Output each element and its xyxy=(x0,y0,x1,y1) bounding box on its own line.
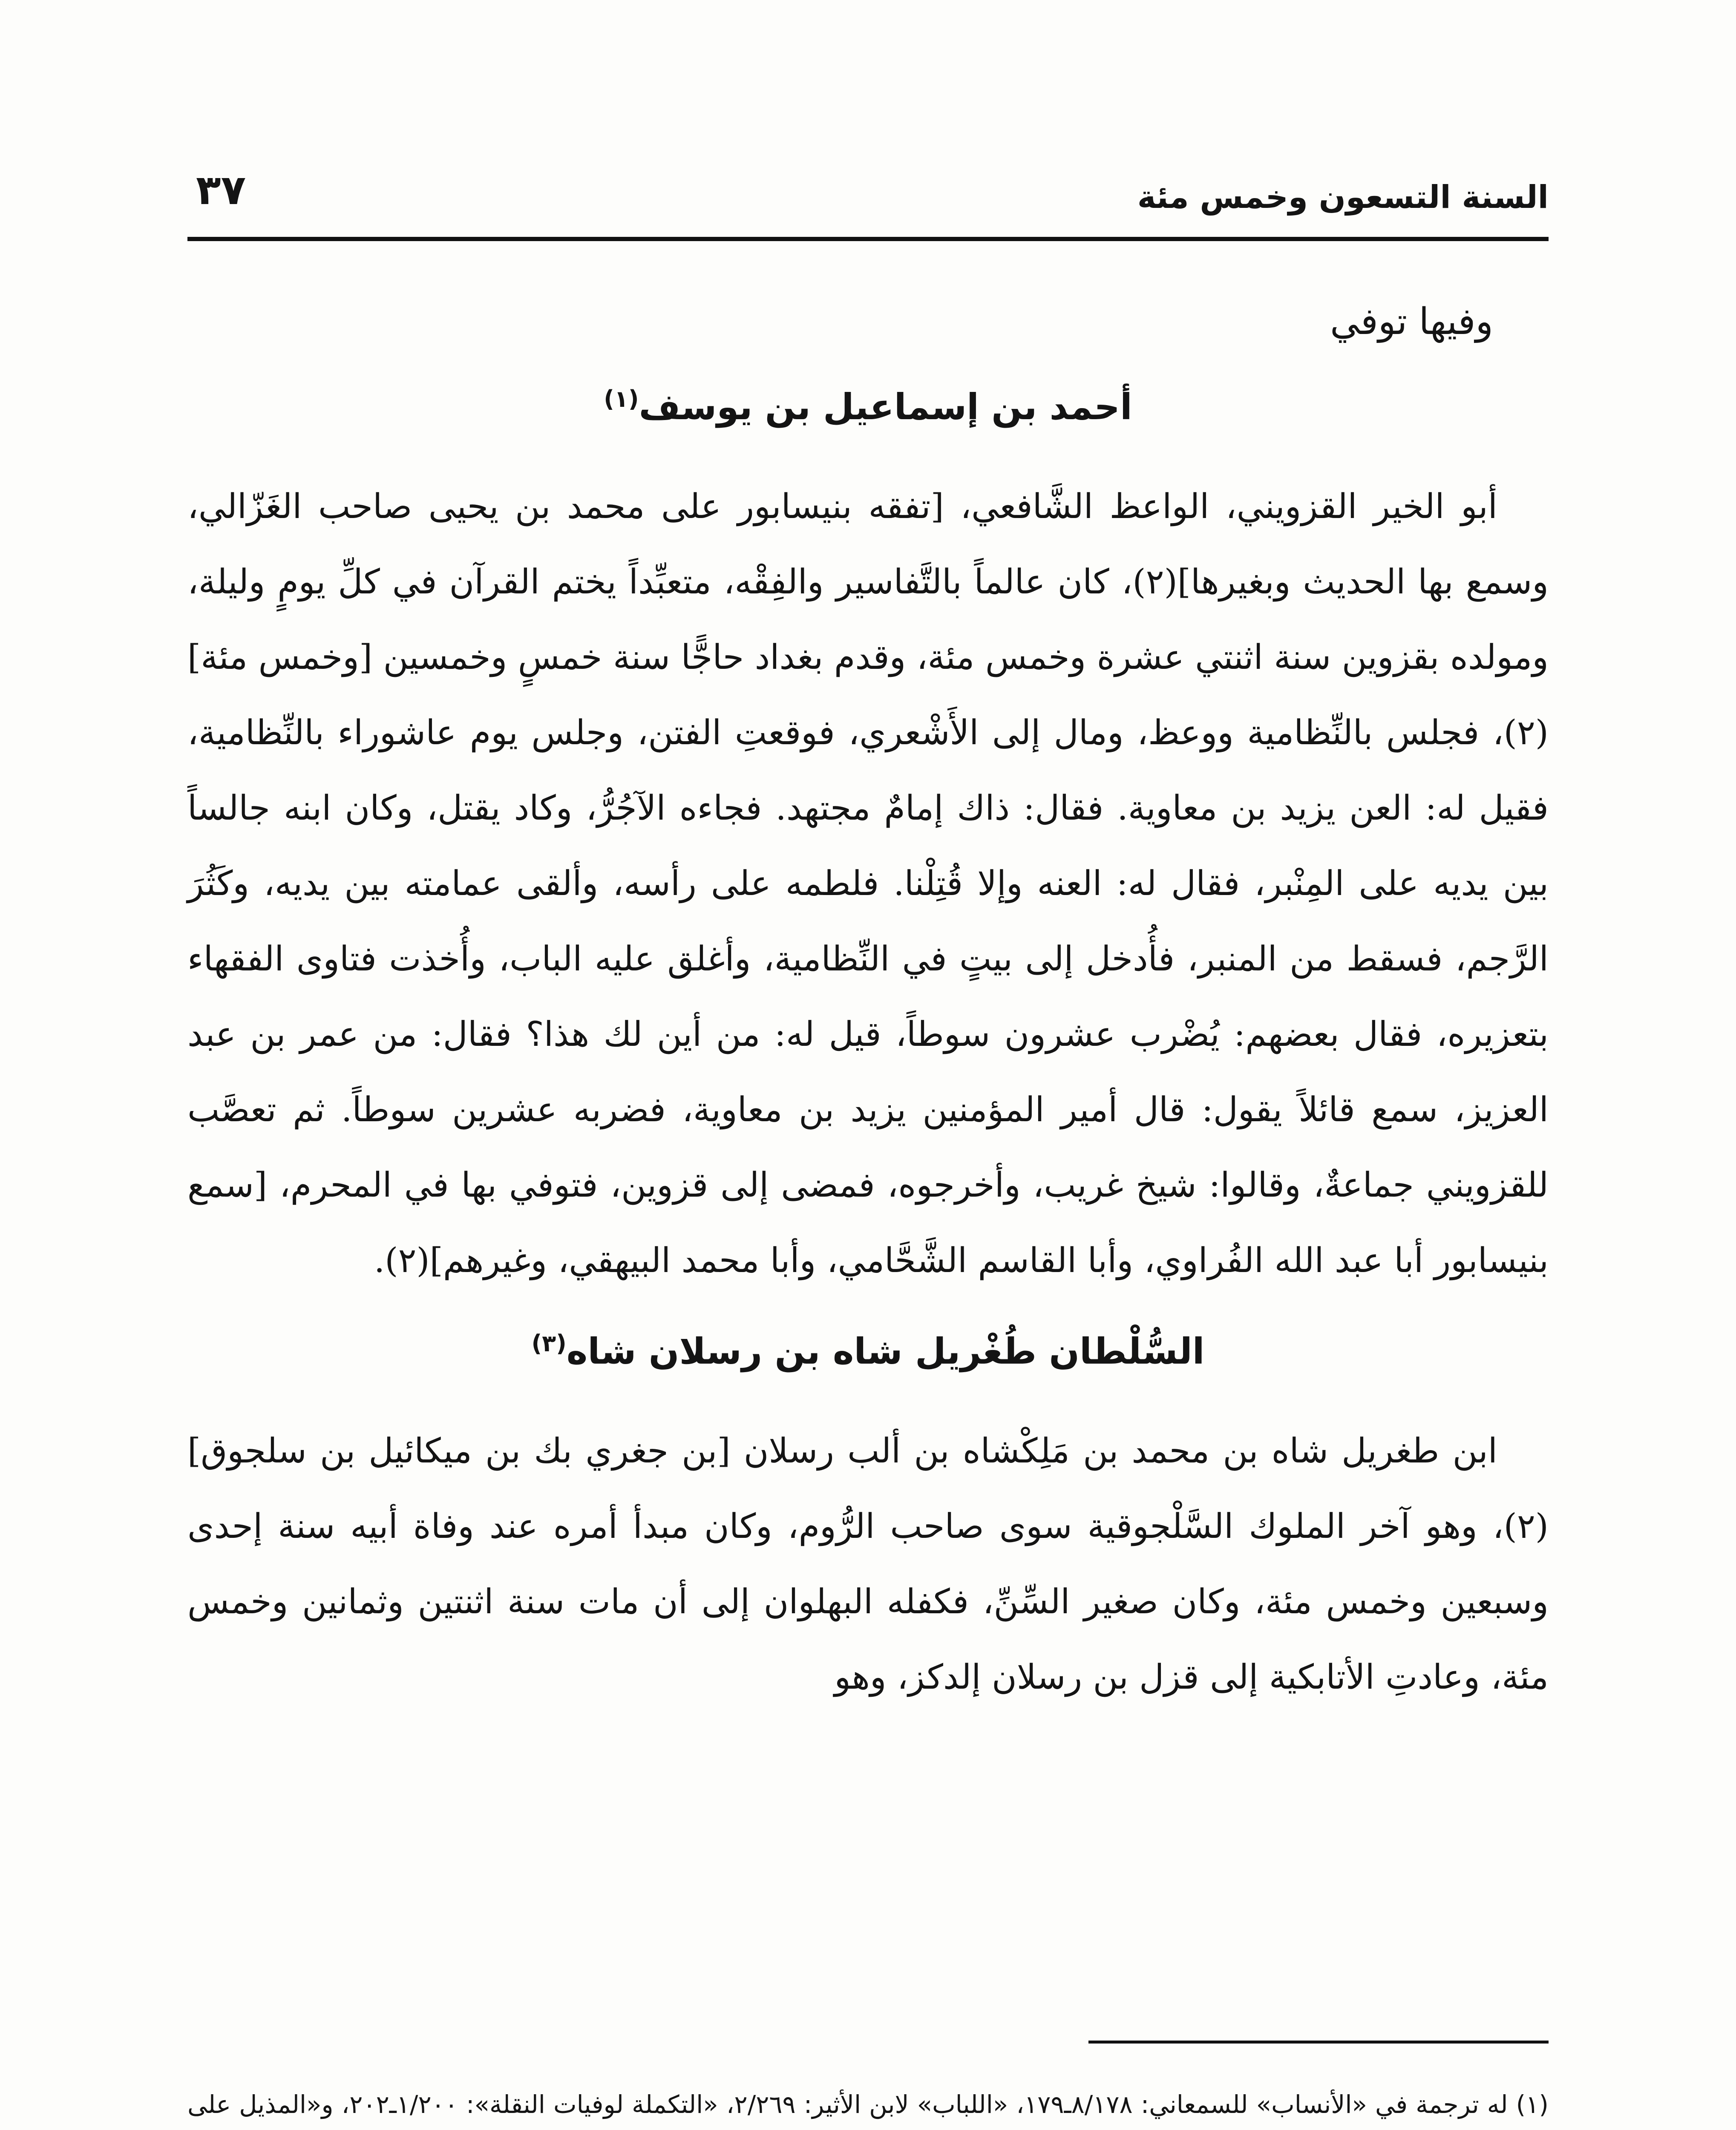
section-heading-1-note: (١) xyxy=(604,386,639,412)
header-divider xyxy=(187,237,1549,241)
main-text xyxy=(187,273,1549,1740)
section-heading-2-note: (٣) xyxy=(531,1330,567,1357)
footnote-1: (١) له ترجمة في «الأنساب» للسمعاني: ٨/١٧٨ـ١٧٩، «اللباب» لابن الأثير: ٢/٢٦٩، «التكملة لوفيات النقلة»: ١/٢٠٠ـ٢٠٢، و«المذيل على xyxy=(187,2090,1549,2119)
running-header xyxy=(187,162,1549,226)
section-heading-1-text: أحمد بن إسماعيل بن يوسف xyxy=(639,386,1132,428)
section-heading-2 xyxy=(187,1324,1549,1379)
running-header-title: السنة التسعون وخمس مئة xyxy=(1137,179,1549,216)
section-paragraph-2: ابن طغريل شاه بن محمد بن مَلِكْشاه بن ألب رسلان [بن جغري بك بن ميكائيل بن سلجوق](٢)، وهو آخر الملوك السَّلْجوقية سوى صاحب الرُّوم، وكان مبدأ أمره عند وفاة أبيه سنة إحدى وسبعين وخمس مئة، وكان صغير السِّنِّ، فكفله البهلوان إلى أن مات سنة اثنتين وثمانين وخمس مئة، وعادتِ الأتابكية إلى قزل بن رسلان إلدكز، وهو xyxy=(187,1431,1549,1697)
footnotes xyxy=(187,2079,1549,2130)
section-paragraph-1: أبو الخير القزويني، الواعظ الشَّافعي، [تفقه بنيسابور على محمد بن يحيى صاحب الغَزّالي، وسمع بها الحديث وبغيرها](٢)، كان عالماً بالتَّفاسير والفِقْه، متعبِّداً يختم القرآن في كلِّ يومٍ وليلة، ومولده بقزوين سنة اثنتي عشرة وخمس مئة، وقدم بغداد حاجًّا سنة خمسٍ وخمسين [وخمس مئة](٢)، فجلس بالنِّظامية ووعظ، ومال إلى الأَشْعري، فوقعتِ الفتن، وجلس يوم عاشوراء بالنِّظامية، فقيل له: العن يزيد بن معاوية. فقال: ذاك إمامٌ مجتهد. فجاءه الآجُرُّ، وكاد يقتل، وكان ابنه جالساً بين يديه على المِنْبر، فقال له: العنه وإلا قُتِلْنا. فلطمه على رأسه، وألقى عمامته بين يديه، وكَثُرَ الرَّجم، فسقط من المنبر، فأُدخل إلى بيتٍ في النِّظامية، وأغلق عليه الباب، وأُخذت فتاوى الفقهاء بتعزيره، فقال بعضهم: يُضْرب عشرون سوطاً، قيل له: من أين لك هذا؟ فقال: من عمر بن عبد العزيز، سمع قائلاً يقول: قال أمير المؤمنين يزيد بن معاوية، فضربه عشرين سوطاً. ثم تعصَّب للقزويني جماعةٌ، وقالوا: شيخ غريب، وأخرجوه، فمضى إلى قزوين، فتوفي بها في المحرم، [سمع بنيسابور أبا عبد الله الفُراوي، وأبا القاسم الشَّحَّامي، وأبا محمد البيهقي، وغيرهم](٢). xyxy=(187,486,1549,1280)
section-heading-1 xyxy=(187,379,1549,435)
page-number: ٣٧ xyxy=(196,166,246,214)
section-heading-2-text: السُّلْطان طُغْريل شاه بن رسلان شاه xyxy=(566,1330,1205,1372)
intro-line: وفيها توفي xyxy=(1330,300,1493,343)
footnote-divider xyxy=(1088,2041,1549,2044)
